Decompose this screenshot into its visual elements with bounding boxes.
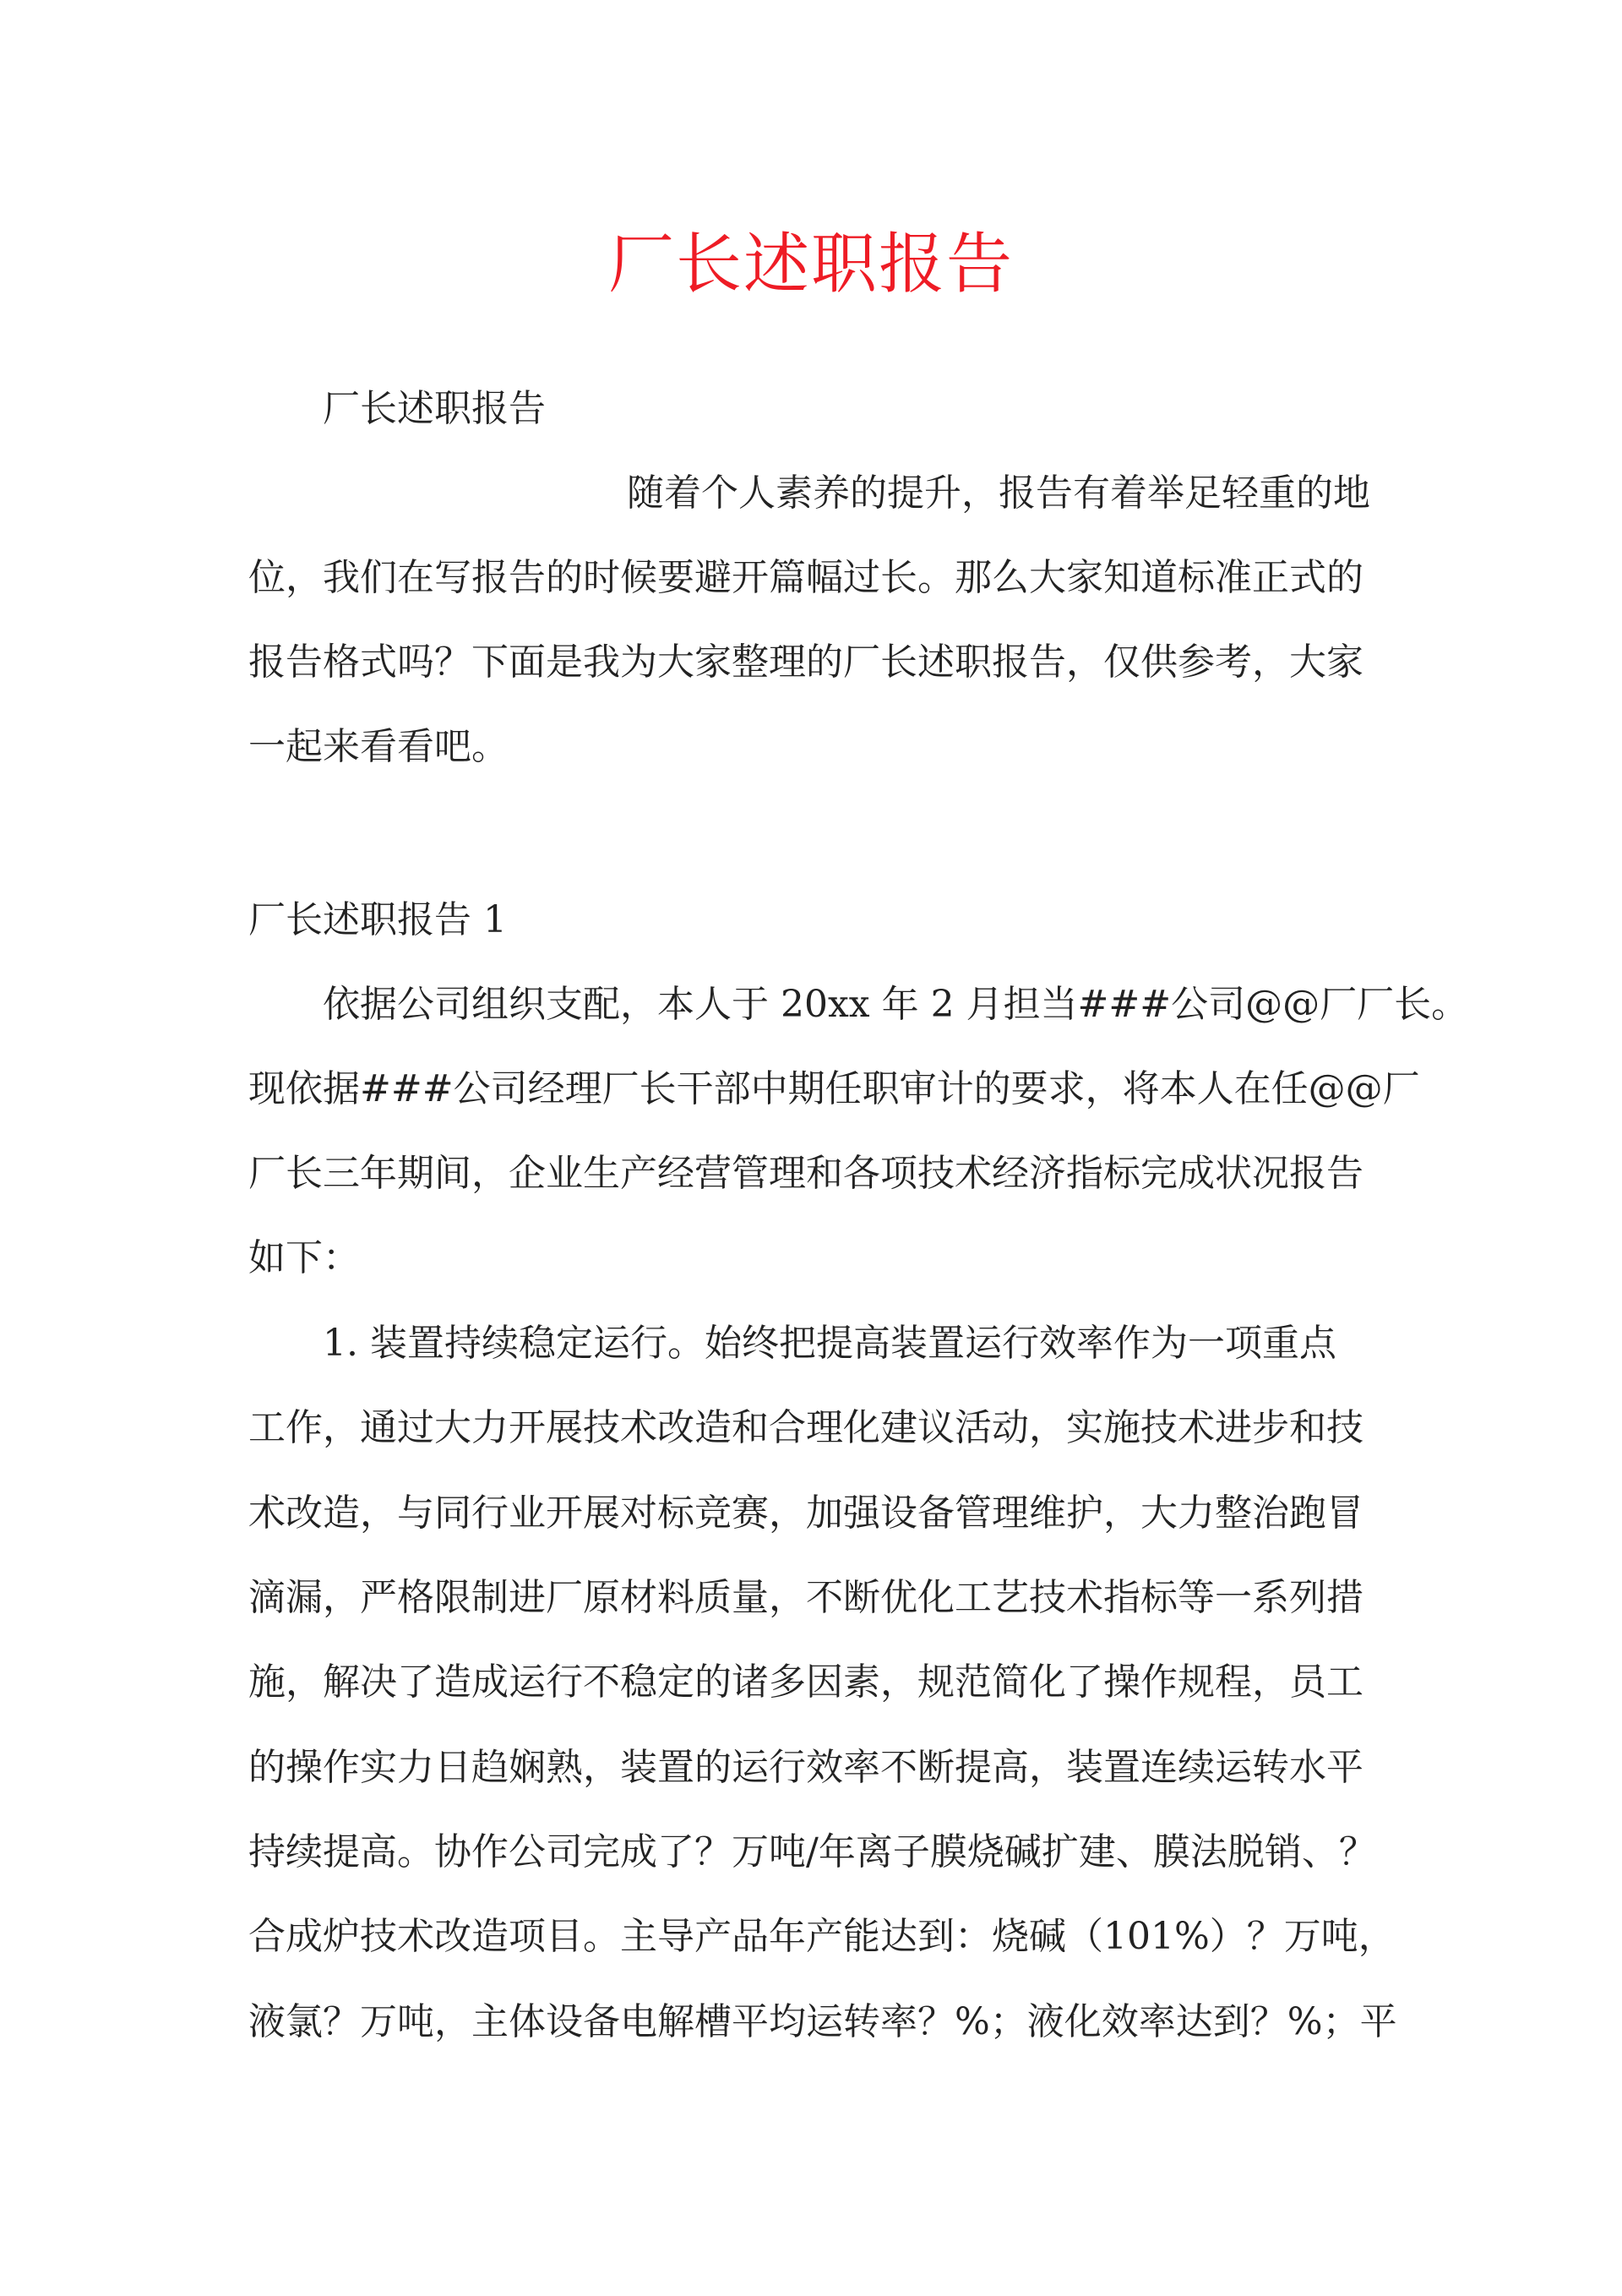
item-line-1: 1. 装置持续稳定运行。始终把提高装置运行效率作为一项重点 [323,1322,1336,1365]
intro-line-1: 随着个人素养的提升，报告有着举足轻重的地 [627,472,1370,515]
section-line-2: 现依据###公司经理厂长干部中期任职审计的要求，将本人在任@@厂 [248,1067,1420,1110]
section-line-4: 如下： [248,1236,360,1279]
document-title: 厂长述职报告 [607,226,1014,303]
section-line-1: 依据公司组织支配，本人于 20xx 年 2 月担当###公司@@厂厂长。 [323,983,1469,1026]
item-line-9: 液氯？万吨，主体设备电解槽平均运转率？%；液化效率达到？%；平 [248,2000,1397,2043]
item-line-6: 的操作实力日趋娴熟，装置的运行效率不断提高，装置连续运转水平 [248,1746,1363,1789]
document-subtitle: 厂长述职报告 [323,387,546,430]
intro-line-3: 报告格式吗？下面是我为大家整理的厂长述职报告，仅供参考，大家 [248,641,1363,684]
intro-line-2: 位，我们在写报告的时候要避开篇幅过长。那么大家知道标准正式的 [248,556,1363,599]
item-line-3: 术改造，与同行业开展对标竞赛，加强设备管理维护，大力整治跑冒 [248,1492,1363,1535]
section-heading: 厂长述职报告 1 [248,898,507,941]
item-line-2: 工作，通过大力开展技术改造和合理化建议活动，实施技术进步和技 [248,1406,1363,1449]
item-line-5: 施，解决了造成运行不稳定的诸多因素，规范简化了操作规程，员工 [248,1661,1363,1704]
item-line-4: 滴漏，严格限制进厂原材料质量，不断优化工艺技术指标等一系列措 [248,1576,1363,1619]
item-line-8: 合成炉技术改造项目。主导产品年产能达到：烧碱（101%）？万吨， [248,1915,1396,1958]
section-line-3: 厂长三年期间，企业生产经营管理和各项技术经济指标完成状况报告 [248,1152,1363,1195]
item-line-7: 持续提高。协作公司完成了？万吨/年离子膜烧碱扩建、膜法脱销、？ [248,1830,1376,1873]
intro-line-4: 一起来看看吧。 [248,725,509,768]
